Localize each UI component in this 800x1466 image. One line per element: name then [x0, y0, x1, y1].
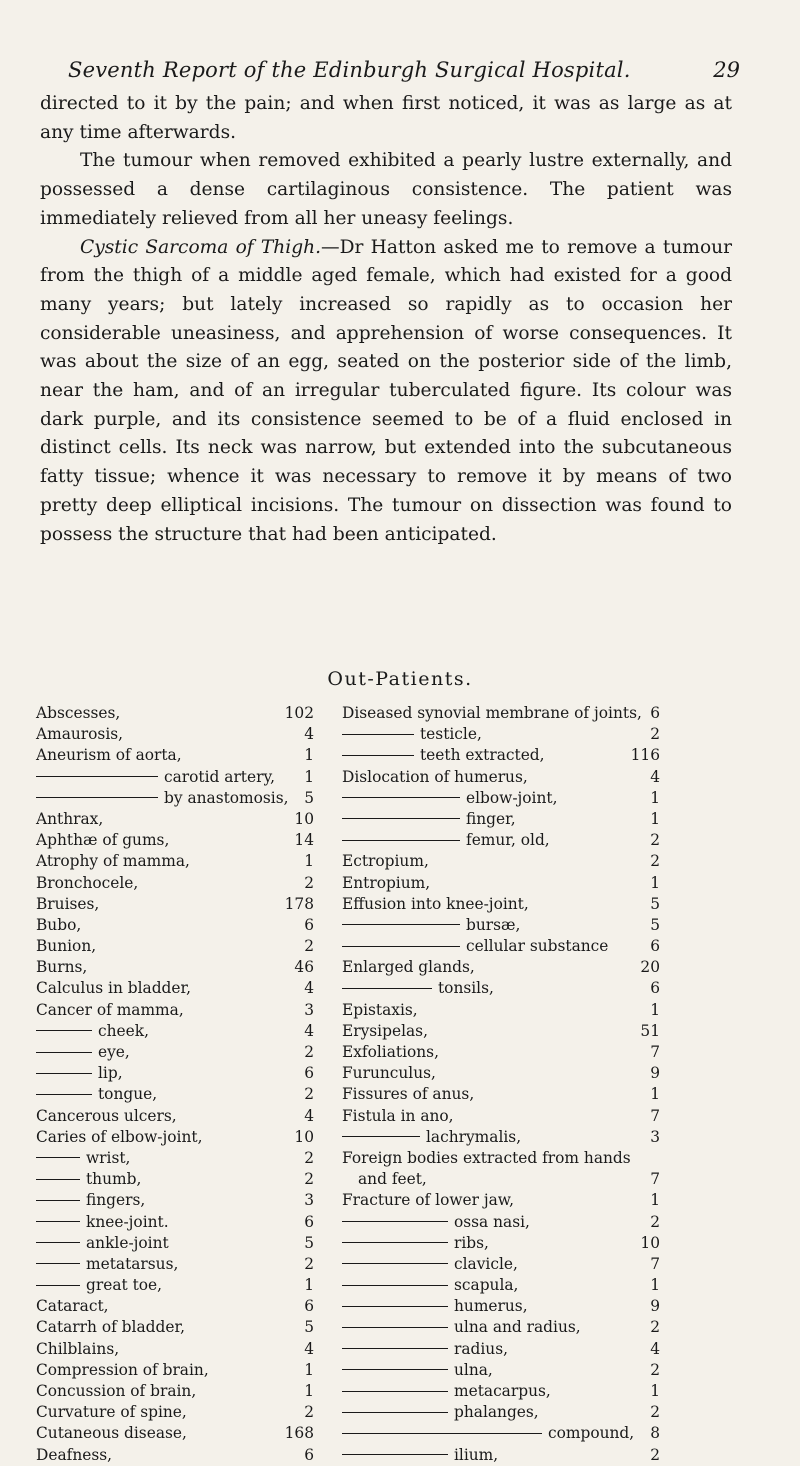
item-count: 1	[650, 1085, 660, 1104]
item-count: 5	[650, 894, 660, 913]
list-item	[36, 1296, 328, 1317]
item-count: 178	[284, 894, 314, 913]
item-count: 2	[650, 1318, 660, 1337]
item-label: Abscesses,	[36, 704, 121, 722]
ditto-dash	[342, 946, 460, 947]
item-count: 2	[304, 1148, 314, 1167]
item-count: 2	[304, 1403, 314, 1422]
list-item	[342, 894, 658, 915]
item-label-continued	[342, 1402, 539, 1423]
item-count: 1	[650, 1382, 660, 1400]
section-title: Out-Patients.	[327, 668, 473, 690]
item-count: 6	[304, 915, 314, 934]
list-item	[36, 1275, 328, 1296]
list-item	[342, 1190, 658, 1211]
item-count: 46	[294, 958, 314, 977]
list-item	[342, 1402, 658, 1423]
list-item	[36, 830, 328, 851]
item-label: scapula,	[454, 1276, 519, 1295]
item-label-continued	[36, 1190, 145, 1211]
item-label-continued	[342, 1233, 489, 1254]
item-label: finger,	[466, 809, 516, 828]
list-item	[36, 745, 328, 766]
list-item	[36, 978, 328, 999]
paragraph-body: —Dr Hatton asked me to remove a tumour from the thigh of a middle aged female, which had existed for a good many years; but lately increased so rapidly as to occasion her considerable uneasiness, and apprehension of worse consequences. It was about the size of an egg, seated on the posterior side of the limb, near the ham, and of an irregular tuberculated figure. Its colour was dark purple, and its consistence seemed to be of a fluid enclosed in distinct cells. Its neck was narrow, but extended into the subcutaneous fatty tissue; whence it was necessary to remove it by means of two pretty deep elliptical incisions. The tumour on dissection was found to possess the structure that had been anticipated.	[40, 236, 733, 545]
item-label: Diseased synovial membrane of joints,	[342, 704, 642, 722]
item-count: 14	[294, 831, 314, 850]
list-item	[342, 809, 658, 830]
running-title: Seventh Report of the Edinburgh Surgical Hospital.	[68, 58, 631, 82]
item-label: humerus,	[454, 1297, 528, 1316]
item-label: clavicle,	[454, 1254, 518, 1273]
list-item	[342, 936, 658, 957]
item-label-continued	[36, 1084, 157, 1105]
list-item	[342, 1445, 658, 1466]
item-count: 3	[650, 1127, 660, 1146]
item-label: Anthrax,	[36, 809, 104, 828]
page-number: 29	[713, 58, 740, 82]
list-item	[342, 788, 658, 809]
item-label-continued	[36, 1254, 178, 1275]
list-item	[36, 1190, 328, 1211]
item-count: 1	[304, 852, 314, 871]
list-item	[36, 1317, 328, 1338]
item-count: 1	[304, 1382, 314, 1400]
list-item	[342, 1127, 658, 1148]
item-label: Aphthæ of gums,	[36, 831, 170, 850]
list-item	[342, 1317, 658, 1338]
item-count: 2	[650, 725, 660, 744]
item-count: 4	[304, 1106, 314, 1125]
paragraph: directed to it by the pain; and when first noticed, it was as large as at any time afterwards.	[40, 93, 732, 143]
item-count: 7	[650, 1254, 660, 1273]
list-item	[36, 1021, 328, 1042]
item-label: Aneurism of aorta,	[36, 746, 182, 765]
item-label: elbow-joint,	[466, 788, 558, 807]
paragraph	[40, 234, 732, 550]
ditto-dash	[36, 797, 158, 798]
item-label: Erysipelas,	[342, 1021, 428, 1040]
item-count: 4	[304, 979, 314, 998]
list-item	[36, 1212, 328, 1233]
item-count: 2	[650, 1212, 660, 1231]
list-item	[36, 788, 328, 809]
item-count: 6	[650, 704, 660, 722]
ditto-dash	[342, 1242, 448, 1243]
list-item	[36, 894, 328, 915]
ditto-dash	[342, 1327, 448, 1328]
item-label: Amaurosis,	[36, 725, 124, 744]
item-count: 1	[650, 873, 660, 892]
item-label: Enlarged glands,	[342, 958, 475, 977]
item-count: 5	[304, 788, 314, 807]
item-label: Fistula in ano,	[342, 1106, 454, 1125]
item-label-continued	[342, 1445, 498, 1466]
list-item	[342, 851, 658, 872]
item-label: Concussion of brain,	[36, 1382, 197, 1400]
list-item	[342, 703, 658, 724]
item-label: teeth extracted,	[420, 746, 545, 765]
item-label: metatarsus,	[86, 1254, 179, 1273]
item-label: knee-joint.	[86, 1212, 169, 1231]
item-label: Furunculus,	[342, 1064, 436, 1083]
list-item	[342, 1021, 658, 1042]
item-count: 6	[304, 1445, 314, 1464]
item-count: 2	[304, 1085, 314, 1104]
item-count: 9	[650, 1297, 660, 1316]
item-label-continued	[36, 1233, 169, 1254]
item-count: 2	[304, 1254, 314, 1273]
item-label: by anastomosis,	[164, 788, 289, 807]
list-item	[342, 873, 658, 894]
item-count: 7	[650, 1106, 660, 1125]
list-item	[36, 873, 328, 894]
item-label: ulna and radius,	[454, 1318, 581, 1337]
item-count: 3	[304, 1000, 314, 1019]
item-count: 1	[304, 1360, 314, 1379]
item-label: Burns,	[36, 958, 88, 977]
item-count: 10	[640, 1233, 660, 1252]
right-column	[342, 703, 658, 1466]
list-item	[342, 957, 658, 978]
item-label: Exfoliations,	[342, 1043, 439, 1061]
list-item	[342, 1233, 658, 1254]
item-label-continued	[342, 1339, 508, 1360]
list-item	[342, 767, 658, 788]
item-count: 2	[650, 852, 660, 871]
ditto-dash	[342, 1263, 448, 1264]
item-label: Compression of brain,	[36, 1360, 209, 1379]
item-label: Deafness,	[36, 1445, 113, 1464]
list-item	[36, 1042, 328, 1063]
item-count: 8	[650, 1424, 660, 1443]
item-label-continued	[342, 745, 545, 766]
item-count: 6	[304, 1064, 314, 1083]
ditto-dash	[36, 1242, 80, 1243]
item-label: tonsils,	[438, 979, 494, 998]
item-label: Atrophy of mamma,	[36, 852, 190, 871]
item-count: 1	[304, 1276, 314, 1295]
item-label-continued	[342, 1423, 634, 1444]
ditto-dash	[342, 755, 414, 756]
ditto-dash	[36, 1052, 92, 1053]
item-count: 1	[650, 788, 660, 807]
item-label: ulna,	[454, 1360, 493, 1379]
item-label: Calculus in bladder,	[36, 979, 192, 998]
item-count: 5	[650, 915, 660, 934]
list-item	[36, 1233, 328, 1254]
ditto-dash	[36, 1179, 80, 1180]
item-label: compound,	[548, 1424, 635, 1443]
item-label: wrist,	[86, 1148, 131, 1167]
list-item	[342, 830, 658, 851]
ditto-dash	[342, 988, 432, 989]
item-label: Bruises,	[36, 894, 100, 913]
item-count: 116	[630, 746, 660, 765]
list-item	[342, 745, 658, 766]
item-count: 2	[650, 1403, 660, 1422]
left-column	[36, 703, 328, 1466]
item-label: testicle,	[420, 725, 482, 744]
item-label: cellular substance	[466, 937, 609, 956]
item-label-continued	[36, 1212, 169, 1233]
paragraph: The tumour when removed exhibited a pearly lustre externally, and possessed a dense cartilaginous consistence. The patient was immediately relieved from all her uneasy feelings.	[40, 150, 732, 229]
ditto-dash	[36, 1200, 80, 1201]
list-item	[36, 1339, 328, 1360]
item-label: lip,	[98, 1064, 123, 1083]
item-label: fingers,	[86, 1191, 146, 1210]
item-label-continued	[342, 1127, 521, 1148]
ditto-dash	[36, 776, 158, 777]
item-count: 102	[284, 704, 314, 722]
item-label: Fissures of anus,	[342, 1085, 475, 1104]
item-count: 1	[304, 746, 314, 765]
ditto-dash	[36, 1263, 80, 1264]
list-item	[36, 809, 328, 830]
item-label: great toe,	[86, 1276, 163, 1295]
ditto-dash	[342, 1285, 448, 1286]
item-label: Cancerous ulcers,	[36, 1106, 177, 1125]
ditto-dash	[342, 1433, 542, 1434]
item-count: 6	[304, 1297, 314, 1316]
item-count: 10	[294, 1127, 314, 1146]
item-label-continued	[36, 788, 289, 809]
list-item	[342, 1169, 658, 1190]
section-heading	[0, 668, 800, 690]
item-label: Foreign bodies extracted from hands	[342, 1148, 631, 1167]
list-item	[342, 1423, 658, 1444]
item-count: 1	[650, 809, 660, 828]
item-count: 1	[650, 1276, 660, 1295]
item-label-continued	[342, 1275, 518, 1296]
list-item	[36, 1445, 328, 1466]
item-label: Bubo,	[36, 915, 82, 934]
list-item	[342, 1000, 658, 1021]
ditto-dash	[342, 924, 460, 925]
list-item	[342, 1084, 658, 1105]
ditto-dash	[342, 1136, 420, 1137]
item-label: Cutaneous disease,	[36, 1424, 187, 1443]
item-label-continued	[36, 1063, 123, 1084]
list-item	[36, 936, 328, 957]
item-count: 4	[650, 1339, 660, 1358]
item-label-continued	[342, 1254, 518, 1275]
item-label-continued	[36, 1275, 162, 1296]
item-label: Curvature of spine,	[36, 1403, 187, 1422]
ditto-dash	[342, 1412, 448, 1413]
item-label: Cataract,	[36, 1297, 109, 1316]
ditto-dash	[36, 1094, 92, 1095]
item-count: 4	[304, 1021, 314, 1040]
item-label: thumb,	[86, 1170, 142, 1189]
item-count: 4	[650, 767, 660, 786]
item-label: ossa nasi,	[454, 1212, 530, 1231]
item-label: Ectropium,	[342, 852, 429, 871]
item-count: 4	[304, 725, 314, 744]
item-label-continued	[342, 936, 608, 957]
item-label: Caries of elbow-joint,	[36, 1127, 203, 1146]
item-label-continued	[342, 1381, 551, 1402]
ditto-dash	[342, 818, 460, 819]
ditto-dash	[342, 1348, 448, 1349]
item-label: cheek,	[98, 1021, 149, 1040]
list-item	[36, 915, 328, 936]
list-item	[36, 1381, 328, 1402]
list-item	[342, 1339, 658, 1360]
item-count: 7	[650, 1043, 660, 1061]
item-label: Dislocation of humerus,	[342, 767, 528, 786]
item-label: ilium,	[454, 1445, 499, 1464]
ditto-dash	[342, 840, 460, 841]
page-header	[68, 58, 740, 90]
ditto-dash	[342, 1369, 448, 1370]
item-label: femur, old,	[466, 831, 550, 850]
item-label: Entropium,	[342, 873, 431, 892]
run-in-heading: Cystic Sarcoma of Thigh.	[80, 236, 322, 258]
item-label-continued	[342, 978, 494, 999]
item-count: 2	[650, 1360, 660, 1379]
list-item	[36, 1148, 328, 1169]
list-item	[342, 1212, 658, 1233]
item-count: 5	[304, 1318, 314, 1337]
ditto-dash	[36, 1157, 80, 1158]
list-item	[36, 724, 328, 745]
item-count: 2	[304, 1170, 314, 1189]
ditto-dash	[36, 1073, 92, 1074]
item-count: 168	[284, 1424, 314, 1443]
list-item	[36, 1169, 328, 1190]
list-item	[36, 1000, 328, 1021]
list-item	[342, 1296, 658, 1317]
item-label-continued	[36, 1021, 149, 1042]
item-label-continued	[342, 809, 516, 830]
item-count: 5	[304, 1233, 314, 1252]
list-item	[36, 1106, 328, 1127]
ditto-dash	[36, 1285, 80, 1286]
list-item	[36, 703, 328, 724]
list-item	[342, 1148, 658, 1169]
item-label: bursæ,	[466, 915, 521, 934]
item-count: 6	[304, 1212, 314, 1231]
ditto-dash	[342, 1306, 448, 1307]
list-item	[342, 724, 658, 745]
item-label: Bronchocele,	[36, 873, 139, 892]
item-label: ankle-joint	[86, 1233, 169, 1252]
list-item	[342, 1063, 658, 1084]
item-count: 2	[304, 937, 314, 956]
item-count: 6	[650, 937, 660, 956]
item-count: 1	[650, 1191, 660, 1210]
ditto-dash	[342, 1391, 448, 1392]
item-label: Cancer of mamma,	[36, 1000, 184, 1019]
item-label: carotid artery,	[164, 767, 275, 786]
item-label-continued	[342, 915, 520, 936]
ditto-dash	[342, 1454, 448, 1455]
list-item	[36, 1084, 328, 1105]
item-count: 51	[640, 1021, 660, 1040]
item-label: lachrymalis,	[426, 1127, 522, 1146]
item-label-continued	[36, 1042, 130, 1063]
list-item	[36, 1254, 328, 1275]
item-count: 10	[294, 809, 314, 828]
item-count: 2	[650, 1445, 660, 1464]
list-item	[36, 851, 328, 872]
ditto-dash	[36, 1030, 92, 1031]
item-count: 1	[304, 767, 314, 786]
item-label-continued	[342, 788, 557, 809]
item-label: Effusion into knee-joint,	[342, 894, 529, 913]
list-item	[342, 915, 658, 936]
body-text	[40, 90, 732, 549]
item-label: phalanges,	[454, 1403, 539, 1422]
item-label-continued	[342, 1212, 530, 1233]
list-item	[342, 1381, 658, 1402]
item-label-continued	[36, 1169, 141, 1190]
item-label-continued	[36, 1148, 130, 1169]
list-item	[36, 1402, 328, 1423]
list-item	[342, 978, 658, 999]
item-label: Chilblains,	[36, 1339, 120, 1358]
ditto-dash	[36, 1221, 80, 1222]
item-count: 1	[650, 1000, 660, 1019]
list-item	[36, 1063, 328, 1084]
item-count: 9	[650, 1064, 660, 1083]
ditto-dash	[342, 1221, 448, 1222]
item-label: and feet,	[358, 1170, 427, 1189]
item-label: Epistaxis,	[342, 1000, 418, 1019]
item-count: 2	[650, 831, 660, 850]
list-item	[342, 1106, 658, 1127]
item-label-continued	[36, 767, 275, 788]
list-item	[36, 1127, 328, 1148]
item-count: 3	[304, 1191, 314, 1210]
list-item	[36, 767, 328, 788]
item-count: 2	[304, 1043, 314, 1061]
item-label: Catarrh of bladder,	[36, 1318, 186, 1337]
item-label-continued	[342, 830, 550, 851]
item-label: eye,	[98, 1043, 130, 1061]
item-label-continued	[342, 1296, 528, 1317]
list-item	[342, 1275, 658, 1296]
item-count: 20	[640, 958, 660, 977]
item-label: radius,	[454, 1339, 509, 1358]
list-item	[36, 1423, 328, 1444]
list-item	[342, 1254, 658, 1275]
list-item	[342, 1042, 658, 1063]
item-label: Fracture of lower jaw,	[342, 1191, 515, 1210]
list-item	[36, 957, 328, 978]
item-count: 4	[304, 1339, 314, 1358]
item-count: 7	[650, 1170, 660, 1189]
item-label: Bunion,	[36, 937, 97, 956]
ditto-dash	[342, 734, 414, 735]
item-count: 6	[650, 979, 660, 998]
ditto-dash	[342, 797, 460, 798]
item-label-continued	[342, 724, 482, 745]
item-label: metacarpus,	[454, 1382, 551, 1400]
item-label: ribs,	[454, 1233, 489, 1252]
item-count: 2	[304, 873, 314, 892]
item-label-continued	[342, 1317, 581, 1338]
item-label: tongue,	[98, 1085, 158, 1104]
